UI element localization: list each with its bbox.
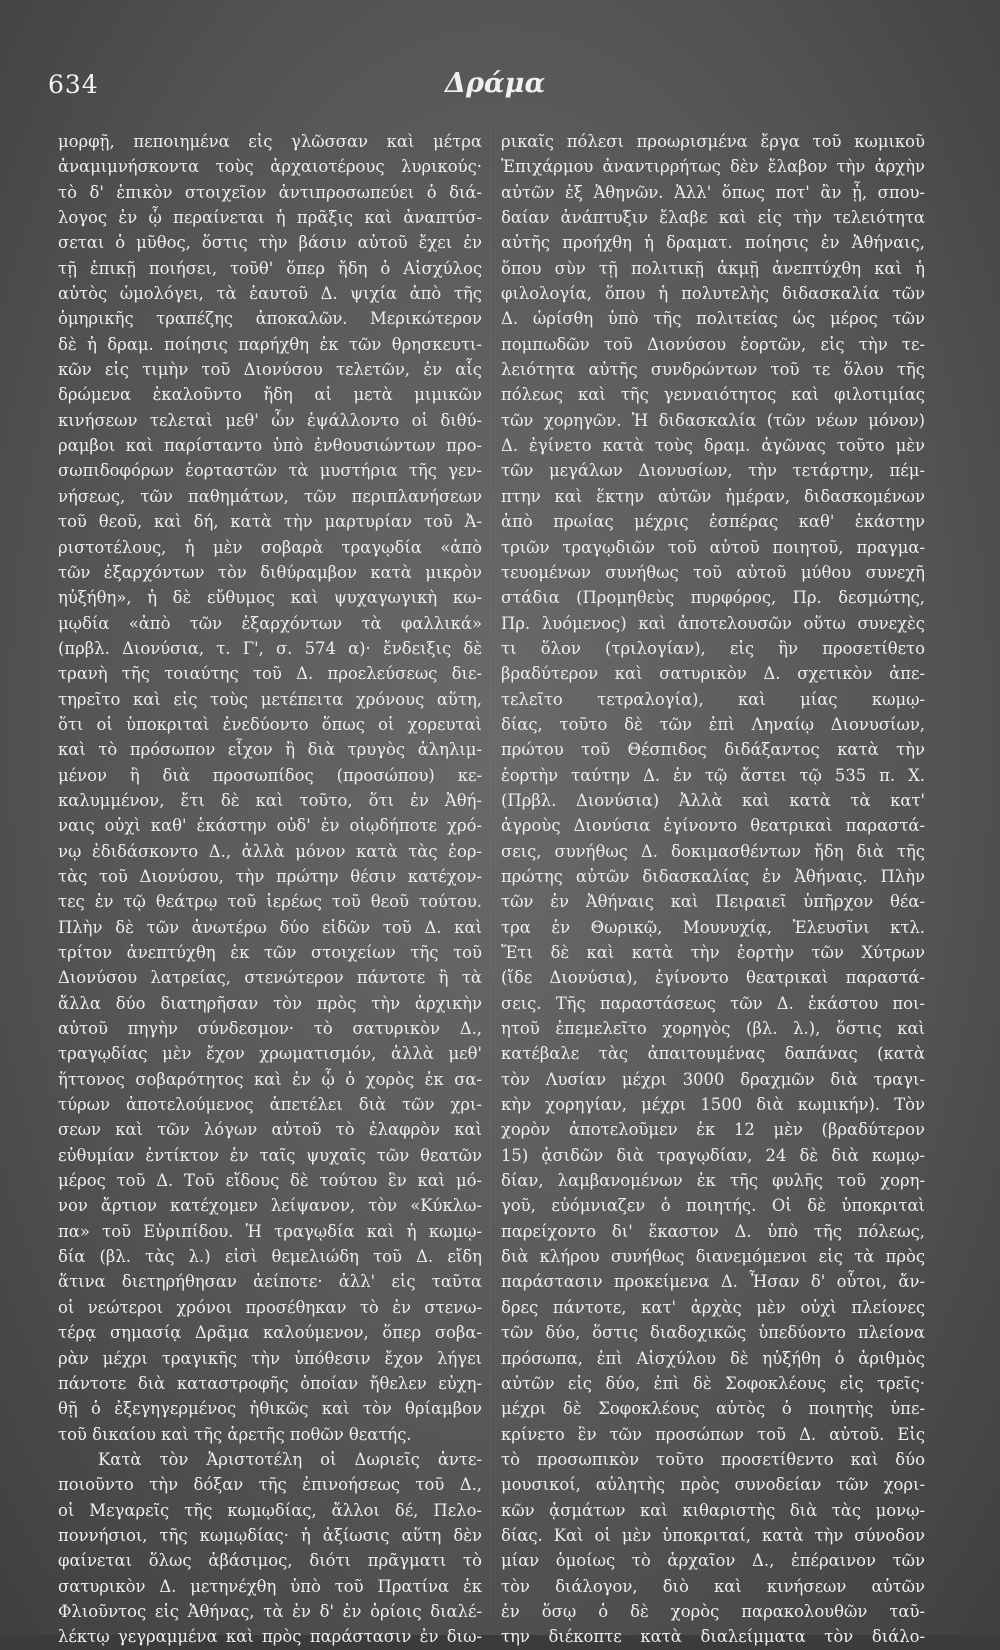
text-line: γοῦ, εὐόμνιαζεν ὁ ποιητής. Οἱ δὲ ὑποκριταὶ [501, 1196, 925, 1216]
text-line: παρείχοντο δι' ἕκαστον Δ. ὑπὸ τῆς πόλεως, [501, 1221, 925, 1241]
text-line: (ἴδε Διονύσια), ἐγίνοντο θεατρικαὶ παραστά- [501, 968, 925, 988]
text-line: Διονύσου λατρείας, στενώτερον πάντοτε ἢ τὰ [58, 968, 482, 988]
text-line: τρανὴ τῆς τοιαύτης τοῦ Δ. προελεύσεως διε- [58, 664, 482, 684]
text-line: ητοῦ ἐπεμελεῖτο χορηγὸς (βλ. λ.), ὅστις καὶ [501, 1019, 925, 1039]
text-line: τηρεῖτο καὶ εἰς τοὺς μετέπειτα χρόνους αὕτη, [58, 689, 482, 709]
text-line: δὲ ἡ δραμ. ποίησις παρήχθη ἐκ τῶν θρησκευτι- [58, 334, 482, 354]
text-line: τὸ προσωπικὸν τοῦτο προσετίθεντο καὶ δύο [501, 1449, 925, 1469]
text-line: καὶ τὸ πρόσωπον εἶχον ἢ διὰ τρυγὸς ἀληλιμ- [58, 740, 482, 760]
text-line: τύρων ἀποτελούμενος ἀπετέλει διὰ τῶν χρι- [58, 1095, 482, 1115]
text-line: ραμβοι καὶ παρίσταντο ὑπὸ ἐνθουσιώντων προ- [58, 436, 482, 456]
text-line: αὐτοῦ πηγὴν σύνδεσμον· τὸ σατυρικὸν Δ., [58, 1019, 482, 1039]
text-line: ἀπὸ πρωίας μέχρις ἑσπέρας καθ' ἑκάστην [501, 512, 925, 532]
text-line: τῶν ἐξαρχόντων τὸν διθύραμβον κατὰ μικρὸν [58, 562, 482, 582]
text-line: τῶν χορηγῶν. Ἡ διδασκαλία (τῶν νέων μόνον) [501, 410, 925, 430]
text-line: κῶν εἰς τιμὴν τοῦ Διονύσου τελετῶν, ἐν αἷς [58, 360, 482, 380]
text-line: Πρ. λυόμενος) καὶ ἀποτελουσῶν οὕτω συνεχὲς [501, 613, 925, 633]
text-line: νον ἄρτιον κατέχομεν λείψανον, τὸν «Κύκλω- [58, 1196, 482, 1216]
text-line: δρες πάντοτε, κατ' ἀρχὰς μὲν οὐχὶ πλείονες [501, 1297, 925, 1317]
text-line: βραδύτερον καὶ σατυρικὸν Δ. σχετικὸν ἀπε- [501, 664, 925, 684]
text-line: Φλιοῦντος εἰς Ἀθήνας, τὰ ἐν δ' ἐν ὁρίοις διαλέ- [58, 1601, 482, 1621]
text-line: φαίνεται ὅλως ἀβάσιμος, διότι πρᾶγματι τὸ [58, 1551, 482, 1571]
text-line: τευομένων συνήθως τοῦ αὐτοῦ μύθου συνεχῆ [501, 562, 925, 582]
left-column [58, 129, 482, 1650]
text-line: πρόσωπα, ἐπὶ Αἰσχύλου δὲ ηὐξήθη ὁ ἀριθμὸς [501, 1348, 925, 1368]
running-head: Δράμα [445, 68, 546, 99]
text-line: τέρᾳ σημασίᾳ Δρᾶμα καλούμενον, ὅπερ σοβα- [58, 1323, 482, 1343]
text-line: νῳ ἐδιδάσκοντο Δ., ἀλλὰ μόνον κατὰ τὰς ἑορ- [58, 841, 482, 861]
right-column [501, 129, 925, 1650]
text-line: ρικαῖς πόλεσι προωρισμένα ἔργα τοῦ κωμικοῦ [501, 132, 925, 151]
text-line: μίαν ὁμοίως τὸ ἀρχαῖον Δ., ἐπέραινον τῶν [501, 1551, 925, 1571]
text-line: ἐν ὅσῳ ὁ δὲ χορὸς παρακολουθῶν ταῦ- [501, 1601, 925, 1621]
text-line: πτην καὶ ἕκτην αὐτῶν ἡμέραν, διδασκομένων [501, 486, 925, 506]
text-line: σωπιδοφόρων ἑορταστῶν τὰ μυστήρια τῆς γεν- [58, 461, 482, 481]
text-line: τὸν Λυσίαν μέχρι 3000 δραχμῶν διὰ τραγι- [501, 1069, 925, 1089]
text-line: φιλολογία, ὅπου ἡ πολυτελὴς διδασκαλία τῶν [501, 284, 925, 304]
text-line: οἱ Μεγαρεῖς τῆς κωμῳδίας, ἄλλοι δέ, Πελο- [58, 1500, 482, 1520]
text-line: αὐτῶν εἰς δύο, ἐπὶ δὲ Σοφοκλέους εἰς τρεῖς· [501, 1373, 925, 1393]
text-line: κινήσεων τελεταὶ μεθ' ὧν ἐψάλλοντο οἱ διθύ- [58, 410, 482, 430]
text-line: δρώμενα ἐκαλοῦντο ἤδη αἱ μετὰ μιμικῶν [58, 385, 482, 405]
text-line: παράστασιν προκείμενα Δ. Ἦσαν δ' οὗτοι, ἄν- [501, 1272, 925, 1292]
text-line: δίας, τοῦτο δὲ τῶν ἐπὶ Ληναίῳ Διονυσίων, [501, 714, 925, 734]
text-line: 15) ᾀσιδῶν διὰ τραγῳδίαν, 24 δὲ διὰ κωμῳ- [501, 1145, 925, 1165]
text-line: Ἔτι δὲ καὶ κατὰ τὴν ἑορτὴν τῶν Χύτρων [501, 943, 925, 962]
text-line: τῇ ἐπικῇ ποιήσει, τοῦθ' ὅπερ ἤδη ὁ Αἰσχύλος [58, 258, 482, 278]
text-line: στάδια (Προμηθεὺς πυρφόρος, Πρ. δεσμώτης, [501, 588, 925, 608]
text-line: τραγῳδίας μὲν ἔχον χρωματισμόν, ἀλλὰ μεθ' [58, 1044, 482, 1064]
text-line: τρίτον ἀνεπτύχθη ἐκ τῶν στοιχείων τῆς τοῦ [58, 943, 482, 962]
text-line: ἑορτὴν ταύτην Δ. ἐν τῷ ἄστει τῷ 535 π. Χ. [501, 765, 925, 785]
text-line: τι ὅλον (τριλογίαν), εἰς ἣν προσετίθετο [501, 638, 925, 658]
text-line: δαίαν ἀνάπτυξιν ἔλαβε καὶ εἰς τὴν τελειότητα [501, 208, 925, 228]
text-line: την διέκοπτε κατὰ διαλείμματα τὸν διάλο- [501, 1627, 925, 1647]
text-line: αὐτῆς προήχθη ἡ δραματ. ποίησις ἐν Ἀθήναις, [501, 233, 925, 253]
text-line: τῶν ἐν Ἀθήναις καὶ Πειραιεῖ ὑπῆρχον θέα- [501, 892, 925, 912]
text-line: λογος ἐν ᾧ περαίνεται ἡ πρᾶξις καὶ ἀναπτύσ- [58, 208, 482, 228]
text-line: δία (βλ. τὰς λ.) εἰσὶ θεμελιώδη τοῦ Δ. εἴδη [58, 1247, 482, 1267]
text-line: δίαν, λαμβανομένων ἐκ τῆς φυλῆς τοῦ χορη- [501, 1171, 925, 1191]
text-line: Ἐπιχάρμου ἀναντιρρήτως δὲν ἔλαβον τὴν ἀρχὴν [501, 157, 925, 177]
text-line: τρα ἐν Θωρικῷ, Μουνυχίᾳ, Ἐλευσῖνι κτλ. [501, 917, 925, 937]
text-line: μουσικοί, αὐλητὴς πρὸς συνοδείαν τῶν χορι- [501, 1475, 925, 1495]
text-line: μένον ἢ διὰ προσωπίδος (προσώπου) κε- [58, 765, 482, 785]
text-line: νήσεως, τῶν παθημάτων, τῶν περιπλανήσεων [58, 486, 482, 506]
text-line: τες ἐν τῷ θεάτρῳ τοῦ ἱερέως τοῦ θεοῦ τούτου. [58, 892, 482, 912]
text-line: Δ. ὡρίσθη ὑπὸ τῆς πολιτείας ὡς μέρος τῶν [501, 309, 925, 329]
text-line: ἥττονος σοβαρότητος καὶ ἐν ᾧ ὁ χορὸς ἐκ σα- [58, 1069, 482, 1089]
text-line: (πρβλ. Διονύσια, τ. Γ', σ. 574 α)· ἔνδειξις δὲ [58, 638, 482, 658]
text-line: εὐθυμίαν ἐντίκτον ἐν ταῖς ψυχαῖς τῶν θεατῶν [58, 1145, 482, 1165]
text-line: αὐτὸς ὡμολόγει, τὰ ἑαυτοῦ Δ. ψιχία ἀπὸ τῆς [58, 284, 482, 304]
text-line: σεται ὁ μῦθος, ὅστις τὴν βάσιν αὐτοῦ ἔχει ἐν [58, 233, 482, 253]
text-line: τριῶν τραγῳδιῶν τοῦ αὐτοῦ ποιητοῦ, πραγμα- [501, 537, 925, 557]
text-line: σεις, συνήθως Δ. δοκιμασθέντων ἤδη διὰ τῆς [501, 841, 925, 861]
text-line: οἱ νεώτεροι χρόνοι προσέθηκαν τὸ ἐν στενω- [58, 1297, 482, 1317]
page-number: 634 [48, 70, 99, 99]
text-line: τὸν διάλογον, διὸ καὶ κινήσεων αὐτῶν [501, 1576, 925, 1596]
text-line: πρώτου τοῦ Θέσπιδος διδάξαντος κατὰ τὴν [501, 740, 925, 760]
text-line: σεων καὶ τῶν λόγων αὐτοῦ τὸ ἐλαφρὸν καὶ [58, 1120, 482, 1140]
text-line: μορφῇ, πεποιημένα εἰς γλῶσσαν καὶ μέτρα [58, 132, 482, 151]
text-line: κῶν ᾀσμάτων καὶ κιθαριστὴς διὰ τὰς μονῳ- [501, 1500, 925, 1520]
text-line: ὁμηρικῆς τραπέζης ἀποκαλῶν. Μερικώτερον [58, 309, 482, 329]
text-line: ἀναμιμνήσκοντα τοὺς ἀρχαιοτέρους λυρικούς· [58, 157, 482, 177]
text-line: Πλὴν δὲ τῶν ἀνωτέρω δύο εἰδῶν τοῦ Δ. καὶ [58, 917, 482, 937]
text-line: τῶν μεγάλων Διονυσίων, τὴν τετάρτην, πέμ- [501, 461, 925, 481]
text-line: αὐτῶν ἐξ Ἀθηνῶν. Ἀλλ' ὅπως ποτ' ἂν ᾖ, σπου- [501, 182, 925, 202]
text-line: μέχρι δὲ Σοφοκλέους αὐτὸς ὁ ποιητὴς ὑπε- [501, 1399, 925, 1419]
text-line: Δ. ἐγίνετο κατὰ τοὺς δραμ. ἀγῶνας τοῦτο μὲν [501, 436, 925, 456]
column-gutter [490, 128, 491, 1618]
text-line: κὴν χορηγίαν, μέχρι 1500 διὰ κωμικήν). Τὸν [501, 1095, 925, 1115]
text-line: ναις οὐχὶ καθ' ἑκάστην οὐδ' ἐν οἱῳδήποτε χρό- [58, 816, 482, 836]
text-line: ἄλλα δύο διατηρῆσαν τὸν πρὸς τὴν ἀρχικὴν [58, 993, 482, 1013]
text-line: δίας. Καὶ οἱ μὲν ὑποκριταί, κατὰ τὴν σύνοδον [501, 1525, 925, 1545]
text-line: χορὸν ἀποτελοῦμεν ἐκ 12 μὲν (βραδύτερον [501, 1120, 925, 1140]
text-line: ποννήσιοι, τῆς κωμῳδίας· ἡ ἀξίωσις αὕτη δὲν [58, 1525, 482, 1545]
text-line: ἀγροὺς Διονύσια ἐγίνοντο θεατρικαὶ παραστά- [501, 816, 925, 836]
text-line: τελεῖτο τετραλογία), καὶ μίας κωμῳ- [501, 689, 925, 709]
text-line: καλυμμένον, ἔτι δὲ καὶ τοῦτο, ὅτι ἐν Ἀθή- [58, 790, 482, 810]
text-line: τῶν δύο, ὅστις διαδοχικῶς ὑπεδύοντο πλείονα [501, 1323, 925, 1343]
text-line: κρίνετο ἓν τῶν προσώπων τοῦ Δ. αὐτοῦ. Εἰς [501, 1424, 925, 1444]
text-line: πα» τοῦ Εὐριπίδου. Ἡ τραγῳδία καὶ ἡ κωμῳ- [58, 1221, 482, 1241]
text-line: κατέβαλε τὰς ἀπαιτουμένας δαπάνας (κατὰ [501, 1044, 925, 1064]
text-line: πρώτης αὐτῶν διδασκαλίας ἐν Ἀθήναις. Πλὴν [501, 866, 925, 886]
text-line: σεις. Τῆς παραστάσεως τῶν Δ. ἑκάστου ποι- [501, 993, 925, 1013]
text-line: πάντοτε διὰ καταστροφῆς ὁποίαν ἤθελεν εὐχη- [58, 1373, 482, 1393]
text-line: θῇ ὁ ἐξεγηγερμένος ἠθικῶς καὶ τὸν θρίαμβον [58, 1399, 482, 1419]
text-line: ποιοῦντο τὴν δόξαν τῆς ἐπινοήσεως τοῦ Δ., [58, 1475, 482, 1495]
text-line: διὰ κλήρου συνήθως διανεμόμενοι εἰς τὰ πρὸς [501, 1247, 925, 1267]
text-line: ηὐξήθη», ἡ δὲ εὔθυμος καὶ ψυχαγωγικὴ κω- [58, 588, 482, 608]
text-line: ὅτι οἱ ὑποκριταὶ ἐνεδύοντο ὅπως οἱ χορευταὶ [58, 714, 482, 734]
text-line: Κατὰ τὸν Ἀριστοτέλη οἱ Δωριεῖς ἀντε- [98, 1449, 482, 1469]
text-line: τὸ δ' ἐπικὸν στοιχεῖον ἀντιπροσωπεύει ὁ διά- [58, 182, 482, 202]
text-line: τὰς τοῦ Διονύσου, τὴν πρώτην θέσιν κατέχον- [58, 866, 482, 886]
text-line: ριστοτέλους, ἡ μὲν σοβαρὰ τραγῳδία «ἀπὸ [58, 537, 482, 557]
text-line: ρὰν μέχρι τραγικῆς τὴν ὑπόθεσιν ἔχον λήγει [58, 1348, 482, 1368]
text-line: λέκτῳ γεγραμμένα καὶ πρὸς παράστασιν ἐν διω- [58, 1627, 482, 1647]
text-line: μῳδία «ἀπὸ τῶν ἐξαρχόντων τὰ φαλλικά» [58, 613, 482, 633]
text-line: μέρος τοῦ Δ. Τοῦ εἴδους δὲ τούτου ἓν καὶ μό- [58, 1171, 482, 1191]
text-line: ὅπου σὺν τῇ πολιτικῇ ἀκμῇ ἀνεπτύχθη καὶ ἡ [501, 258, 925, 278]
text-line: σατυρικὸν Δ. μετηνέχθη ὑπὸ τοῦ Πρατίνα ἐκ [58, 1576, 482, 1596]
text-line: πομπωδῶν τοῦ Διονύσου ἑορτῶν, εἰς τὴν τε- [501, 334, 925, 354]
text-line: πόλεως καὶ τῆς γενναιότητος καὶ φιλοτιμίας [501, 385, 925, 405]
text-line: τοῦ θεοῦ, καὶ δή, κατὰ τὴν μαρτυρίαν τοῦ Ἀ- [58, 512, 482, 532]
text-line: λειότητα αὐτῆς συνδρώντων τοῦ τε ὅλου τῆς [501, 360, 925, 380]
text-line: ἅτινα διετηρήθησαν ἀείποτε· ἀλλ' εἰς ταῦτα [58, 1272, 482, 1292]
text-line: (Πρβλ. Διονύσια) Ἀλλὰ καὶ κατὰ τὰ κατ' [501, 790, 925, 810]
text-line: τοῦ δικαίου καὶ τῆς ἀρετῆς ποθῶν θεατής. [58, 1424, 412, 1444]
